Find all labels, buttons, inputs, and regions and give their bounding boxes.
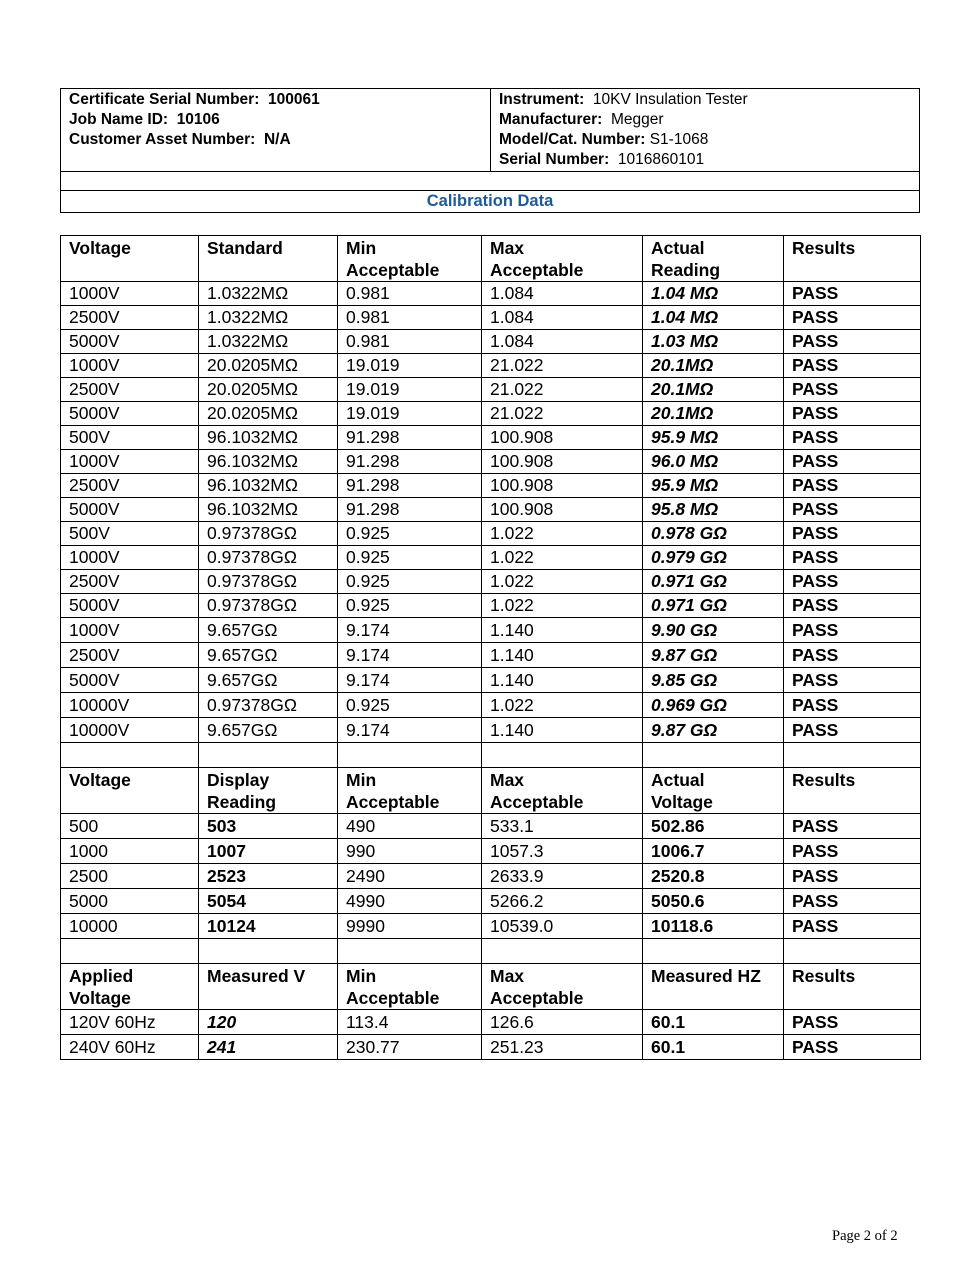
table-row <box>61 1035 921 1060</box>
serial-number-line <box>499 150 911 170</box>
table-cell: 20.1MΩ <box>643 402 784 426</box>
table-cell: 0.925 <box>338 693 482 718</box>
table-cell: PASS <box>784 330 921 354</box>
table-cell: 96.0 MΩ <box>643 450 784 474</box>
table-cell: 503 <box>199 814 338 839</box>
table-cell: 5000V <box>61 330 199 354</box>
table-cell: 9.174 <box>338 718 482 743</box>
table-cell: 19.019 <box>338 354 482 378</box>
table-cell: 91.298 <box>338 426 482 450</box>
table-cell: 2500 <box>61 864 199 889</box>
table-cell: 0.925 <box>338 594 482 618</box>
table-cell: 5000V <box>61 668 199 693</box>
table-cell: 9990 <box>338 914 482 939</box>
table-cell: 1006.7 <box>643 839 784 864</box>
column-header: Measured HZ <box>643 964 784 1010</box>
table-cell: 1.022 <box>482 594 643 618</box>
table-cell: 1057.3 <box>482 839 643 864</box>
table-row <box>61 839 921 864</box>
table-cell: 9.657GΩ <box>199 718 338 743</box>
table-cell: 126.6 <box>482 1010 643 1035</box>
manufacturer-value: Megger <box>610 111 664 128</box>
column-header: Min Acceptable <box>338 964 482 1010</box>
table-cell: 1000V <box>61 282 199 306</box>
table-cell: 2500V <box>61 474 199 498</box>
table-row <box>61 282 921 306</box>
table-cell: 20.1MΩ <box>643 354 784 378</box>
spacer-row <box>61 939 921 964</box>
table-cell: 0.981 <box>338 306 482 330</box>
certificate-serial-value: 100061 <box>268 91 320 108</box>
table-cell: 2520.8 <box>643 864 784 889</box>
table-cell: 1.022 <box>482 546 643 570</box>
table-cell: 9.657GΩ <box>199 643 338 668</box>
column-header: Applied Voltage <box>61 964 199 1010</box>
table-cell: 100.908 <box>482 450 643 474</box>
table-cell: 10000V <box>61 718 199 743</box>
table-cell: 96.1032MΩ <box>199 498 338 522</box>
table-cell: 120V 60Hz <box>61 1010 199 1035</box>
table-row <box>61 618 921 643</box>
table-cell: 100.908 <box>482 474 643 498</box>
table-cell: PASS <box>784 354 921 378</box>
table-cell: 0.97378GΩ <box>199 693 338 718</box>
table-cell: 241 <box>199 1035 338 1060</box>
table-cell: 1.022 <box>482 570 643 594</box>
table-cell: 1.0322MΩ <box>199 306 338 330</box>
column-header: Measured V <box>199 964 338 1010</box>
table-cell: PASS <box>784 693 921 718</box>
table-cell: 21.022 <box>482 354 643 378</box>
column-header: Actual Voltage <box>643 768 784 814</box>
table-row <box>61 668 921 693</box>
table-cell: 1.084 <box>482 306 643 330</box>
spacer-cell <box>784 743 921 768</box>
table-cell: 19.019 <box>338 378 482 402</box>
table-cell: 10000 <box>61 914 199 939</box>
table-cell: 100.908 <box>482 426 643 450</box>
table-cell: 96.1032MΩ <box>199 426 338 450</box>
table-cell: 1000V <box>61 546 199 570</box>
table-cell: 9.85 GΩ <box>643 668 784 693</box>
table-cell: 1.0322MΩ <box>199 282 338 306</box>
table-cell: 10118.6 <box>643 914 784 939</box>
column-header: Max Acceptable <box>482 964 643 1010</box>
manufacturer-label: Manufacturer: <box>499 111 603 128</box>
table-cell: 0.97378GΩ <box>199 570 338 594</box>
table-cell: 1.03 MΩ <box>643 330 784 354</box>
table-cell: 10000V <box>61 693 199 718</box>
table-cell: 120 <box>199 1010 338 1035</box>
table-row <box>61 718 921 743</box>
table-cell: 20.1MΩ <box>643 378 784 402</box>
table-row <box>61 330 921 354</box>
table-cell: 990 <box>338 839 482 864</box>
table-cell: 96.1032MΩ <box>199 450 338 474</box>
table-cell: 500 <box>61 814 199 839</box>
table-cell: 2500V <box>61 570 199 594</box>
table-cell: 2500V <box>61 306 199 330</box>
table-cell: 60.1 <box>643 1010 784 1035</box>
ac_table-header-row <box>61 964 921 1010</box>
table-cell: 113.4 <box>338 1010 482 1035</box>
column-header: Results <box>784 236 921 282</box>
table-cell: PASS <box>784 378 921 402</box>
table-cell: 0.97378GΩ <box>199 546 338 570</box>
voltage_table-header-row <box>61 768 921 814</box>
table-row <box>61 570 921 594</box>
table-row <box>61 426 921 450</box>
spacer-cell <box>338 743 482 768</box>
table-cell: PASS <box>784 864 921 889</box>
table-row <box>61 889 921 914</box>
table-cell: 96.1032MΩ <box>199 474 338 498</box>
table-cell: 1000V <box>61 354 199 378</box>
table-cell: 20.0205MΩ <box>199 378 338 402</box>
table-cell: 9.90 GΩ <box>643 618 784 643</box>
table-row <box>61 306 921 330</box>
table-cell: 5266.2 <box>482 889 643 914</box>
spacer-cell <box>199 939 338 964</box>
table-cell: 502.86 <box>643 814 784 839</box>
table-cell: 5000V <box>61 402 199 426</box>
table-cell: 0.979 GΩ <box>643 546 784 570</box>
instrument-line <box>499 90 911 110</box>
table-cell: 2633.9 <box>482 864 643 889</box>
table-cell: 240V 60Hz <box>61 1035 199 1060</box>
table-cell: PASS <box>784 546 921 570</box>
table-cell: 9.657GΩ <box>199 668 338 693</box>
table-cell: 5000V <box>61 594 199 618</box>
table-cell: 0.969 GΩ <box>643 693 784 718</box>
certificate-info-cell <box>61 89 491 172</box>
table-cell: 100.908 <box>482 498 643 522</box>
spacer-cell <box>338 939 482 964</box>
table-cell: 5054 <box>199 889 338 914</box>
column-header: Results <box>784 768 921 814</box>
table-cell: PASS <box>784 450 921 474</box>
table-cell: 4990 <box>338 889 482 914</box>
spacer-cell <box>199 743 338 768</box>
table-cell: 10124 <box>199 914 338 939</box>
table-row <box>61 546 921 570</box>
spacer-cell <box>643 743 784 768</box>
spacer-cell <box>643 939 784 964</box>
serial-number-label: Serial Number: <box>499 151 610 168</box>
table-cell: 20.0205MΩ <box>199 354 338 378</box>
table-row <box>61 864 921 889</box>
table-cell: 0.97378GΩ <box>199 522 338 546</box>
table-cell: 1.140 <box>482 668 643 693</box>
manufacturer-line <box>499 110 911 130</box>
table-cell: PASS <box>784 839 921 864</box>
table-cell: 1.140 <box>482 718 643 743</box>
table-cell: 1000V <box>61 450 199 474</box>
table-cell: 9.87 GΩ <box>643 643 784 668</box>
table-cell: PASS <box>784 402 921 426</box>
table-cell: 9.174 <box>338 643 482 668</box>
table-cell: PASS <box>784 668 921 693</box>
table-cell: 91.298 <box>338 450 482 474</box>
table-row <box>61 814 921 839</box>
spacer-cell <box>61 939 199 964</box>
job-name-value: 10106 <box>176 111 220 128</box>
table-cell: 91.298 <box>338 474 482 498</box>
table-cell: 9.657GΩ <box>199 618 338 643</box>
table-cell: 1.084 <box>482 330 643 354</box>
table-cell: 5000V <box>61 498 199 522</box>
serial-number-value: 1016860101 <box>617 151 705 168</box>
table-cell: 0.97378GΩ <box>199 594 338 618</box>
table-cell: PASS <box>784 889 921 914</box>
table-cell: 500V <box>61 426 199 450</box>
table-cell: 500V <box>61 522 199 546</box>
table-cell: PASS <box>784 814 921 839</box>
table-cell: 1.04 MΩ <box>643 306 784 330</box>
spacer-cell <box>482 743 643 768</box>
table-cell: PASS <box>784 1010 921 1035</box>
table-cell: 0.981 <box>338 282 482 306</box>
table-row <box>61 693 921 718</box>
table-cell: 490 <box>338 814 482 839</box>
table-cell: 19.019 <box>338 402 482 426</box>
model-label: Model/Cat. Number: <box>499 131 646 148</box>
table-cell: 1.084 <box>482 282 643 306</box>
table-cell: PASS <box>784 643 921 668</box>
table-cell: PASS <box>784 718 921 743</box>
table-cell: 95.8 MΩ <box>643 498 784 522</box>
spacer-row <box>61 743 921 768</box>
table-row <box>61 354 921 378</box>
table-cell: 533.1 <box>482 814 643 839</box>
table-cell: 1.04 MΩ <box>643 282 784 306</box>
table-cell: 2523 <box>199 864 338 889</box>
table-cell: PASS <box>784 522 921 546</box>
table-cell: 1.140 <box>482 643 643 668</box>
page-number: Page 2 of 2 <box>832 1228 898 1244</box>
table-row <box>61 474 921 498</box>
instrument-label: Instrument: <box>499 91 585 108</box>
table-cell: PASS <box>784 1035 921 1060</box>
table-cell: 5000 <box>61 889 199 914</box>
table-row <box>61 1010 921 1035</box>
table-cell: 60.1 <box>643 1035 784 1060</box>
instrument-info-cell <box>491 89 920 172</box>
table-cell: 1000 <box>61 839 199 864</box>
table-cell: 1.0322MΩ <box>199 330 338 354</box>
table-cell: 91.298 <box>338 498 482 522</box>
table-cell: 9.174 <box>338 668 482 693</box>
table-cell: 0.925 <box>338 522 482 546</box>
model-line <box>499 130 911 150</box>
table-cell: 0.925 <box>338 570 482 594</box>
certificate-serial-label: Certificate Serial Number: <box>69 91 260 108</box>
table-cell: 0.978 GΩ <box>643 522 784 546</box>
table-row <box>61 643 921 668</box>
spacer-cell <box>482 939 643 964</box>
table-cell: 95.9 MΩ <box>643 426 784 450</box>
certificate-serial-line <box>69 90 482 110</box>
table-cell: 21.022 <box>482 378 643 402</box>
table-cell: PASS <box>784 914 921 939</box>
table-cell: PASS <box>784 306 921 330</box>
column-header: Voltage <box>61 768 199 814</box>
table-cell: 1.140 <box>482 618 643 643</box>
header-spacer-row <box>61 172 920 191</box>
table-cell: 1007 <box>199 839 338 864</box>
column-header: Min Acceptable <box>338 768 482 814</box>
table-row <box>61 498 921 522</box>
table-cell: PASS <box>784 426 921 450</box>
customer-asset-value: N/A <box>263 131 291 148</box>
calibration-data-table <box>60 235 921 1060</box>
column-header: Display Reading <box>199 768 338 814</box>
table-cell: 5050.6 <box>643 889 784 914</box>
table-cell: PASS <box>784 498 921 522</box>
job-name-line <box>69 110 482 130</box>
table-cell: 2500V <box>61 643 199 668</box>
table-cell: 95.9 MΩ <box>643 474 784 498</box>
column-header: Max Acceptable <box>482 768 643 814</box>
column-header: Min Acceptable <box>338 236 482 282</box>
table-cell: 1.022 <box>482 693 643 718</box>
table-cell: 9.87 GΩ <box>643 718 784 743</box>
table-cell: 1000V <box>61 618 199 643</box>
table-cell: 251.23 <box>482 1035 643 1060</box>
table-row <box>61 450 921 474</box>
table-cell: 230.77 <box>338 1035 482 1060</box>
table-cell: PASS <box>784 618 921 643</box>
table-cell: PASS <box>784 594 921 618</box>
table-cell: 9.174 <box>338 618 482 643</box>
column-header: Actual Reading <box>643 236 784 282</box>
table-cell: 2490 <box>338 864 482 889</box>
model-value: S1-1068 <box>649 131 709 148</box>
certificate-header <box>60 88 920 213</box>
table-row <box>61 402 921 426</box>
table-cell: PASS <box>784 570 921 594</box>
table-row <box>61 378 921 402</box>
spacer-cell <box>61 743 199 768</box>
table-row <box>61 594 921 618</box>
table-cell: 10539.0 <box>482 914 643 939</box>
table-cell: 2500V <box>61 378 199 402</box>
table-cell: 0.971 GΩ <box>643 594 784 618</box>
table-cell: 20.0205MΩ <box>199 402 338 426</box>
customer-asset-line <box>69 130 482 150</box>
table-cell: 1.022 <box>482 522 643 546</box>
column-header: Standard <box>199 236 338 282</box>
column-header: Max Acceptable <box>482 236 643 282</box>
table-cell: 0.981 <box>338 330 482 354</box>
instrument-value: 10KV Insulation Tester <box>592 91 748 108</box>
table-cell: PASS <box>784 474 921 498</box>
resistance_table-header-row <box>61 236 921 282</box>
table-cell: 0.925 <box>338 546 482 570</box>
table-row <box>61 522 921 546</box>
table-cell: 0.971 GΩ <box>643 570 784 594</box>
column-header: Voltage <box>61 236 199 282</box>
job-name-label: Job Name ID: <box>69 111 169 128</box>
customer-asset-label: Customer Asset Number: <box>69 131 256 148</box>
spacer-cell <box>784 939 921 964</box>
table-row <box>61 914 921 939</box>
section-title: Calibration Data <box>61 191 920 213</box>
table-cell: PASS <box>784 282 921 306</box>
column-header: Results <box>784 964 921 1010</box>
table-cell: 21.022 <box>482 402 643 426</box>
